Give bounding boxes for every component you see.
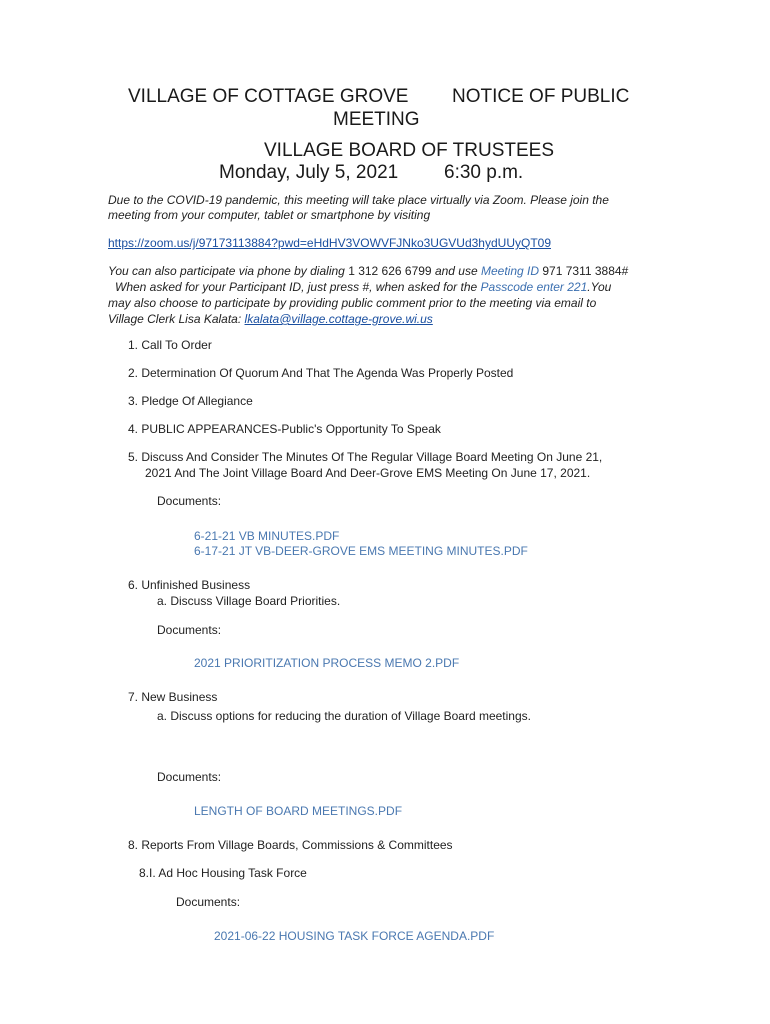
meeting-time: 6:30 p.m.	[444, 162, 524, 183]
agenda-item-3: 3. Pledge Of Allegiance	[128, 394, 253, 408]
phone-number: 1 312 626 6799	[348, 264, 432, 278]
agenda-item-6a: a. Discuss Village Board Priorities.	[157, 594, 341, 608]
clerk-email-link[interactable]: lkalata@village.cottage-grove.wi.us	[244, 312, 433, 326]
phone-line-1	[108, 264, 628, 278]
notice-title: NOTICE OF PUBLIC	[452, 86, 630, 107]
phone-text-a: You can also participate via phone by dialing	[108, 264, 345, 278]
participant-text: When asked for your Participant ID, just press #, when asked for the	[115, 280, 478, 294]
agenda-item-8: 8. Reports From Village Boards, Commissions & Committees	[128, 838, 453, 852]
documents-label-6: Documents:	[157, 623, 222, 637]
clerk-label: Village Clerk Lisa Kalata:	[108, 312, 242, 326]
documents-label-5: Documents:	[157, 494, 222, 508]
meeting-title: MEETING	[333, 109, 420, 130]
phone-text-c: and use	[434, 264, 478, 278]
zoom-link[interactable]: https://zoom.us/j/97173113884?pwd=eHdHV3VOWVFJNko3UGVUd3hydUUyQT09	[108, 236, 551, 250]
village-title: VILLAGE OF COTTAGE GROVE	[128, 86, 409, 107]
phone-line-3: may also choose to participate by providing public comment prior to the meeting via email to	[108, 296, 597, 310]
agenda-item-7a: a. Discuss options for reducing the duration of Village Board meetings.	[157, 709, 531, 723]
phone-line-4	[108, 312, 433, 326]
board-title: VILLAGE BOARD OF TRUSTEES	[264, 140, 555, 161]
meeting-id-label: Meeting ID	[481, 264, 540, 278]
doc-link-board-meetings[interactable]: LENGTH OF BOARD MEETINGS.PDF	[194, 804, 403, 818]
documents-label-7: Documents:	[157, 770, 222, 784]
agenda-item-5-line-1: 5. Discuss And Consider The Minutes Of The Regular Village Board Meeting On June 21,	[128, 450, 603, 464]
passcode-text: Passcode enter 221	[480, 280, 588, 294]
agenda-item-5-line-2: 2021 And The Joint Village Board And Deer-Grove EMS Meeting On June 17, 2021.	[145, 466, 591, 480]
doc-link-housing-agenda[interactable]: 2021-06-22 HOUSING TASK FORCE AGENDA.PDF	[214, 929, 495, 943]
doc-link-6-21-minutes[interactable]: 6-21-21 VB MINUTES.PDF	[194, 529, 340, 543]
intro-line-1: Due to the COVID-19 pandemic, this meeting will take place virtually via Zoom. Please join the	[108, 193, 609, 207]
meeting-date: Monday, July 5, 2021	[219, 162, 399, 183]
agenda-item-8-1: 8.I. Ad Hoc Housing Task Force	[139, 866, 307, 880]
agenda-item-2: 2. Determination Of Quorum And That The Agenda Was Properly Posted	[128, 366, 514, 380]
agenda-item-4: 4. PUBLIC APPEARANCES-Public's Opportunity To Speak	[128, 422, 441, 436]
intro-line-2: meeting from your computer, tablet or smartphone by visiting	[108, 208, 431, 222]
agenda-item-6: 6. Unfinished Business	[128, 578, 251, 592]
doc-link-6-17-minutes[interactable]: 6-17-21 JT VB-DEER-GROVE EMS MEETING MINUTES.PDF	[194, 544, 528, 558]
doc-link-prioritization-memo[interactable]: 2021 PRIORITIZATION PROCESS MEMO 2.PDF	[194, 656, 460, 670]
agenda-item-7: 7. New Business	[128, 690, 218, 704]
documents-label-8: Documents:	[176, 895, 241, 909]
agenda-item-1: 1. Call To Order	[128, 338, 212, 352]
meeting-id-value: 971 7311 3884#	[542, 264, 629, 278]
you-text: .You	[587, 280, 612, 294]
phone-line-2	[115, 280, 611, 294]
